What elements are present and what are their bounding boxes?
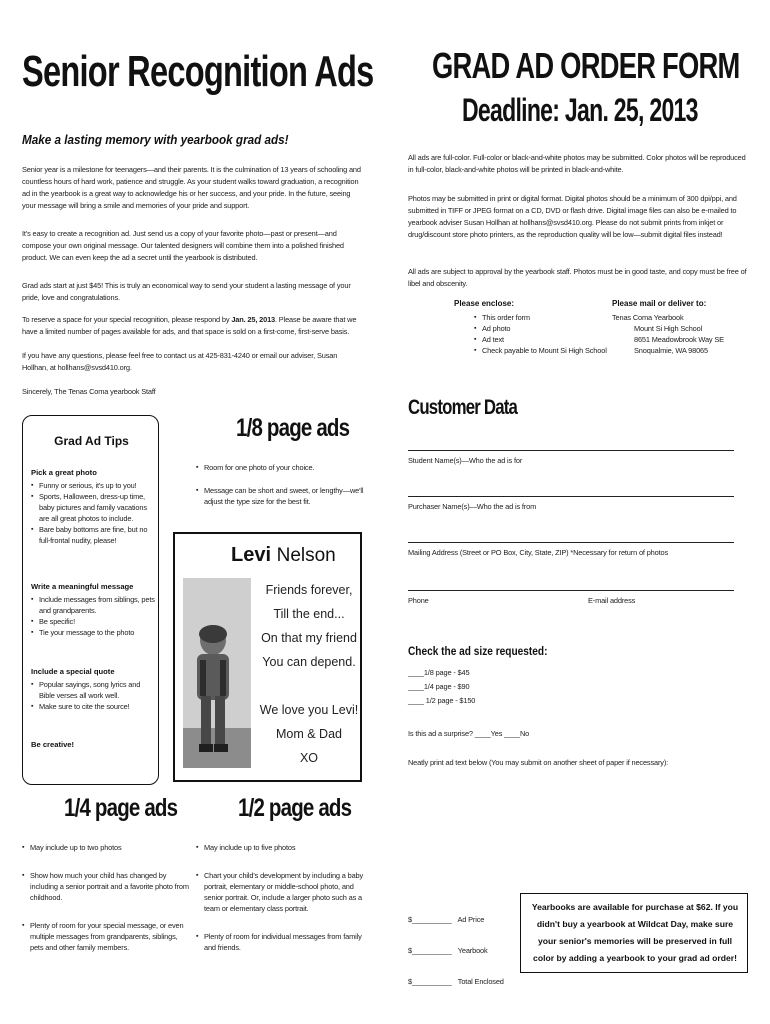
- quarter-page-title: 1/4 page ads: [64, 794, 178, 822]
- list-item: ▪ Tie your message to the photo: [31, 627, 155, 638]
- list-item: ▪ Be specific!: [31, 616, 155, 627]
- ad-size-option[interactable]: ____1/8 page - $45: [408, 668, 470, 677]
- mailing-address-label: Mailing Address (Street or PO Box, City, State, ZIP) *Necessary for return of photos: [408, 548, 669, 557]
- total-blank[interactable]: $__________: [408, 977, 452, 986]
- sample-line: You can depend.: [262, 655, 356, 669]
- signoff: Sincerely, The Tenas Coma yearbook Staff: [22, 387, 156, 396]
- page-title-left: Senior Recognition Ads: [22, 47, 374, 96]
- quarter-page-list: [22, 842, 192, 953]
- list-item: ▪ Ad photo: [474, 323, 614, 334]
- mail-line: 8651 Meadowbrook Way SE: [634, 335, 724, 344]
- list-item: ▪ Bare baby bottoms are fine, but no full-frontal nudity, please!: [31, 524, 155, 546]
- purchaser-name-label: Purchaser Name(s)—Who the ad is from: [408, 502, 537, 511]
- purchaser-name-field[interactable]: [408, 482, 734, 497]
- sample-line: XO: [299, 751, 319, 765]
- total-row[interactable]: [408, 904, 504, 935]
- total-label: Total Enclosed: [457, 977, 504, 986]
- list-item: ▪ Popular sayings, song lyrics and Bible verses all work well.: [31, 679, 155, 701]
- list-item: ▪ Funny or serious, it's up to you!: [31, 480, 155, 491]
- sample-line: Till the end...: [273, 607, 345, 621]
- tips-list-message: [31, 594, 155, 638]
- tips-heading-message: Write a meaningful message: [31, 582, 134, 591]
- list-item: ▪ Sports, Halloween, dress-up time, baby pictures and family vacations are all great photos to include.: [31, 491, 155, 524]
- sample-line: On that my friend: [261, 631, 357, 645]
- list-item: ▪ Chart your child's development by including a baby portrait, elementary or middle-school photo, and senior portrait. Or, include a larger photo such as a team or elementary class portrait.: [196, 870, 368, 914]
- list-item: ▪ Check payable to Mount Si High School: [474, 345, 614, 356]
- total-label: Ad Price: [457, 915, 485, 924]
- list-item: ▪ Show how much your child has changed by including a senior portrait and a favorite photo from childhood.: [22, 870, 192, 903]
- enclose-title: Please enclose:: [454, 299, 515, 308]
- email-label: E-mail address: [588, 596, 636, 605]
- total-label: Yearbook: [457, 946, 488, 955]
- info-paragraph-1: All ads are full-color. Full-color or black-and-white photos may be submitted. Color photos will be reproduced in full-color, black-and-white photos will be printed in black-and-white.: [408, 153, 746, 174]
- eighth-page-title: 1/8 page ads: [236, 414, 350, 442]
- intro-paragraph-1: Senior year is a milestone for teenagers—and their parents. It is the culmination of 13 years of schooling and countless hours of hard work, patience and struggle. As your student walks toward graduation, a recognition ad in the yearbook is a great way to acknowledge his or her success, and your pride. In the future, seeing your message will bring a smile and memories of your pride and support.: [22, 165, 361, 210]
- sample-ad: [173, 532, 362, 782]
- questions-paragraph: If you have any questions, please feel free to contact us at 425-831-4240 or email our adviser, Susan Hollhan, at hollhans@svsd410.org.: [22, 351, 338, 372]
- ad-size-options[interactable]: [408, 666, 475, 708]
- list-item: ▪ Message can be short and sweet, or lengthy—we'll adjust the type size for the best fit.: [196, 485, 366, 507]
- sample-ad-name: [231, 544, 336, 567]
- list-item: ▪ May include up to five photos: [196, 842, 368, 853]
- mail-line: Mount Si High School: [634, 324, 703, 333]
- surprise-question[interactable]: Is this ad a surprise? ____Yes ____No: [408, 729, 530, 738]
- yearbook-note-box: [520, 893, 748, 973]
- phone-field[interactable]: [408, 576, 734, 591]
- total-row[interactable]: [408, 935, 504, 966]
- tips-list-quote: [31, 679, 155, 712]
- tips-closing: Be creative!: [31, 740, 75, 749]
- child-photo-icon: [183, 578, 251, 768]
- reserve-post: . Please be aware that we have a limited number of pages available for ads, and that space is sold on a first-come, first-serve basis.: [22, 315, 357, 336]
- sample-line: [259, 674, 359, 698]
- mail-address: [612, 312, 732, 356]
- tips-heading-quote: Include a special quote: [31, 667, 115, 676]
- list-item: ▪ Make sure to cite the source!: [31, 701, 155, 712]
- sample-line: Friends forever,: [265, 583, 353, 597]
- eighth-page-list: [196, 462, 366, 507]
- student-name-label: Student Name(s)—Who the ad is for: [408, 456, 523, 465]
- info-paragraph-3: All ads are subject to approval by the yearbook staff. Photos must be in good taste, and copy must be free of libel and obscenity.: [408, 267, 747, 288]
- student-name-field[interactable]: [408, 436, 734, 451]
- list-item: ▪ Room for one photo of your choice.: [196, 462, 366, 473]
- sample-ad-photo: [183, 578, 251, 768]
- half-page-title: 1/2 page ads: [238, 794, 352, 822]
- list-item: ▪ Ad text: [474, 334, 614, 345]
- total-row[interactable]: [408, 966, 504, 997]
- sample-last-name: Nelson: [276, 545, 336, 566]
- totals[interactable]: [408, 904, 504, 997]
- enclose-list: [474, 312, 614, 356]
- tips-heading-photo: Pick a great photo: [31, 468, 97, 477]
- reserve-pre: To reserve a space for your special recognition, please respond by: [22, 315, 232, 324]
- sample-ad-message: [259, 578, 359, 770]
- list-item: ▪ Plenty of room for individual messages from family and friends.: [196, 931, 368, 953]
- list-item: ▪ Include messages from siblings, pets and grandparents.: [31, 594, 155, 616]
- ad-size-title: Check the ad size requested:: [408, 646, 548, 658]
- info-paragraph-2: Photos may be submitted in print or digital format. Digital photos should be a minimum of 300 dpi/ppi, and submitted in TIFF or JPEG format on a CD, DVD or flash drive. Digital image files can also be e-mailed to yearbook adviser Susan Hollhan at hollhans@svsd410.org. Please do not submit prints from inkjet or drug/discount store photo printers, as the reproduction quality will be low—submit digital files instead!: [408, 194, 737, 239]
- half-page-list: [196, 842, 368, 953]
- neatly-print-instruction: Neatly print ad text below (You may submit on another sheet of paper if necessary):: [408, 758, 669, 767]
- mail-line: Snoqualmie, WA 98065: [634, 346, 708, 355]
- deadline: Deadline: Jan. 25, 2013: [462, 92, 698, 128]
- list-item: ▪ This order form: [474, 312, 614, 323]
- mail-line: Tenas Coma Yearbook: [612, 313, 684, 322]
- sample-line: Mom & Dad: [276, 727, 342, 741]
- customer-data-title: Customer Data: [408, 396, 518, 419]
- grad-ad-tips-box: [22, 415, 159, 785]
- mailing-address-field[interactable]: [408, 528, 734, 543]
- total-blank[interactable]: $__________: [408, 915, 452, 924]
- sample-line: We love you Levi!: [259, 703, 359, 717]
- reserve-paragraph: [22, 314, 367, 338]
- list-item: ▪ Plenty of room for your special message, or even multiple messages from grandparents, siblings, pets and other family members.: [22, 920, 192, 953]
- total-blank[interactable]: $__________: [408, 946, 452, 955]
- list-item: ▪ May include up to two photos: [22, 842, 192, 853]
- intro-paragraph-3: Grad ads start at just $45! This is truly an economical way to send your student a lasting message of your pride, love and congratulations.: [22, 281, 351, 302]
- order-form-title: GRAD AD ORDER FORM: [432, 45, 740, 86]
- mail-title: Please mail or deliver to:: [612, 299, 707, 308]
- sample-first-name: Levi: [231, 544, 272, 566]
- intro-paragraph-2: It's easy to create a recognition ad. Just send us a copy of your favorite photo—past or present—and compose your own original message. Our talented designers will combine them into a polished finished product. We can even keep the ad a secret until the yearbook is distributed.: [22, 229, 344, 262]
- ad-size-option[interactable]: ____ 1/2 page - $150: [408, 696, 476, 705]
- phone-label: Phone: [408, 596, 429, 605]
- yearbook-note: Yearbooks are available for purchase at $62. If you didn't buy a yearbook at Wildcat Day, make sure your senior's memories will be preserved in full color by adding a yearbook to your grad ad order!: [531, 902, 739, 963]
- tips-list-photo: [31, 480, 155, 546]
- left-subtitle: Make a lasting memory with yearbook grad ads!: [22, 132, 289, 147]
- ad-size-option[interactable]: ____1/4 page - $90: [408, 682, 470, 691]
- tips-title: Grad Ad Tips: [54, 434, 129, 448]
- reserve-date: Jan. 25, 2013: [231, 315, 275, 324]
